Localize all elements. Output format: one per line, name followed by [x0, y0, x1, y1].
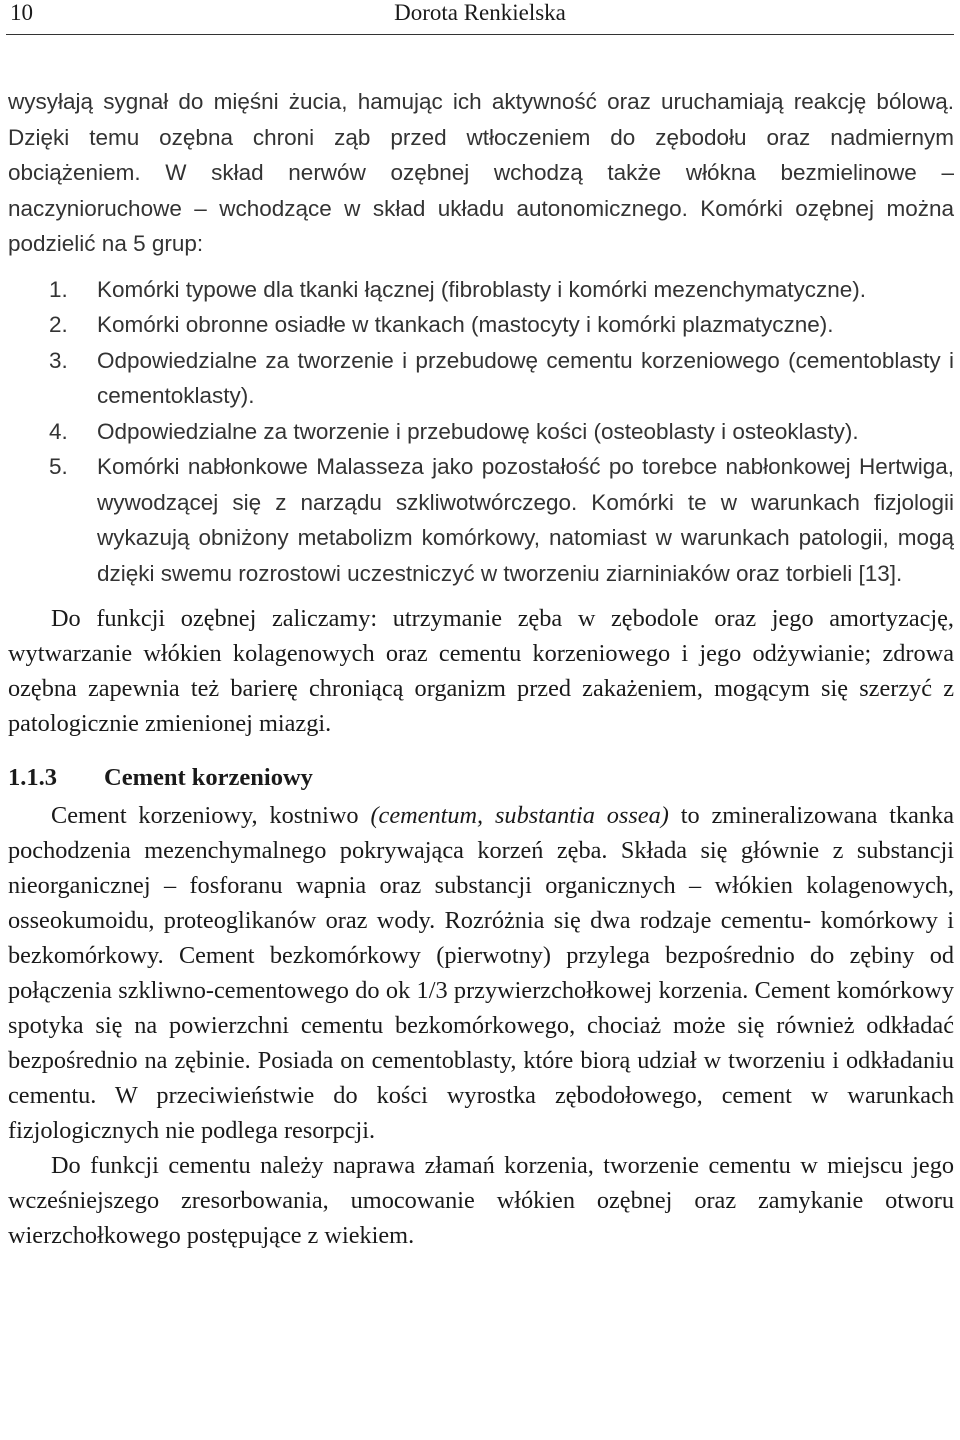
cement-functions-paragraph: Do funkcji cementu należy naprawa złamań korzenia, tworzenie cementu w miejscu jego wcześniejszego zresorbowania, umocowanie włókien ozębnej oraz zamykanie otworu wierzchołkowego postępujące z wiekiem. [8, 1152, 954, 1249]
cement-paragraph [8, 798, 954, 1148]
latin-term: (cementum, substantia ossea) [370, 802, 669, 829]
list-item-text: Komórki obronne osiadłe w tkankach (mastocyty i komórki plazmatyczne). [97, 312, 834, 337]
page-number: 10 [10, 0, 33, 25]
section-heading [8, 760, 954, 795]
section-number: 1.1.3 [8, 764, 57, 791]
list-item [8, 414, 954, 450]
running-header [6, 0, 954, 35]
list-item [8, 272, 954, 308]
running-head-author: Dorota Renkielska [394, 0, 566, 25]
list-item [8, 449, 954, 591]
list-item-number: 5. [49, 454, 68, 479]
cement-paragraph-lead: Cement korzeniowy, kostniwo [51, 802, 371, 829]
list-item-number: 2. [49, 312, 68, 337]
page-body [8, 84, 954, 1253]
functions-paragraph: Do funkcji ozębnej zaliczamy: utrzymanie zęba w zębodole oraz jego amortyzację, wytwarzanie włókien kolagenowych oraz cementu korzeniowego i jego odżywianie; zdrowa ozębna zapewnia też barierę chroniącą organizm przed zakażeniem, mogącym się szerzyć z patologicznie zmienionej miazgi. [8, 605, 954, 737]
list-item-text: Komórki typowe dla tkanki łącznej (fibroblasty i komórki mezenchymatyczne). [97, 276, 867, 302]
sans-text-block [8, 84, 954, 591]
list-item-text: Komórki nabłonkowe Malasseza jako pozostałość po torebce nabłonkowej Hertwiga, wywodzącej się z narządu szkliwotwórczego. Komórki te w warunkach fizjologii wykazują obniżony metabolizm komórkowy, natomiast w warunkach patologii, mogą dzięki swemu rozrostowi uczestniczyć w tworzeniu ziarniniaków oraz torbieli [13]. [97, 454, 954, 586]
list-item-number: 3. [49, 347, 68, 373]
cement-paragraph-body: to zmineralizowana tkanka pochodzenia mezenchymalnego pokrywająca korzeń zęba. Składa się głównie z substancji nieorganicznej – fosforanu wapnia oraz substancji organicznych – włókien kolagenowych, osseokumoidu, proteoglikanów oraz wody. Rozróżnia się dwa rodzaje cementu- komórkowy i bezkomórkowy. Cement bezkomórkowy (pierwotny) przylega bezpośrednio do zębiny od połączenia szkliwno-cementowego do ok 1/3 przywierzchołkowej korzenia. Cement komórkowy spotyka się na powierzchni cementu bezkomórkowego, chociaż może się również odkładać bezpośrednio na zębinie. Posiada on cementoblasty, które biorą udział w tworzeniu i odkładaniu cementu. W przeciwieństwie do kości wyrostka zębodołowego, cement w warunkach fizjologicznych nie podlega resorpcji. [8, 802, 955, 1144]
intro-paragraph: wysyłają sygnał do mięśni żucia, hamując ich aktywność oraz uruchamiają reakcję bólową. Dzięki temu ozębna chroni ząb przed wtłoczeniem do zębodołu oraz nadmiernym obciążeniem. W skład nerwów ozębnej wchodzą także włókna bezmielinowe – naczynioruchowe – wchodzące w skład układu autonomicznego. Komórki ozębnej można podzielić na 5 grup: [8, 89, 954, 256]
list-item-text: Odpowiedzialne za tworzenie i przebudowę kości (osteoblasty i osteoklasty). [97, 418, 859, 444]
list-item-text: Odpowiedzialne za tworzenie i przebudowę cementu korzeniowego (cementoblasty i cementoklasty). [97, 347, 954, 408]
cell-groups-list [8, 272, 954, 592]
list-item-number: 1. [49, 276, 68, 302]
section-title: Cement korzeniowy [104, 764, 313, 791]
serif-text-block [8, 601, 954, 1253]
list-item [8, 343, 954, 414]
list-item [8, 307, 954, 343]
list-item-number: 4. [49, 418, 68, 444]
